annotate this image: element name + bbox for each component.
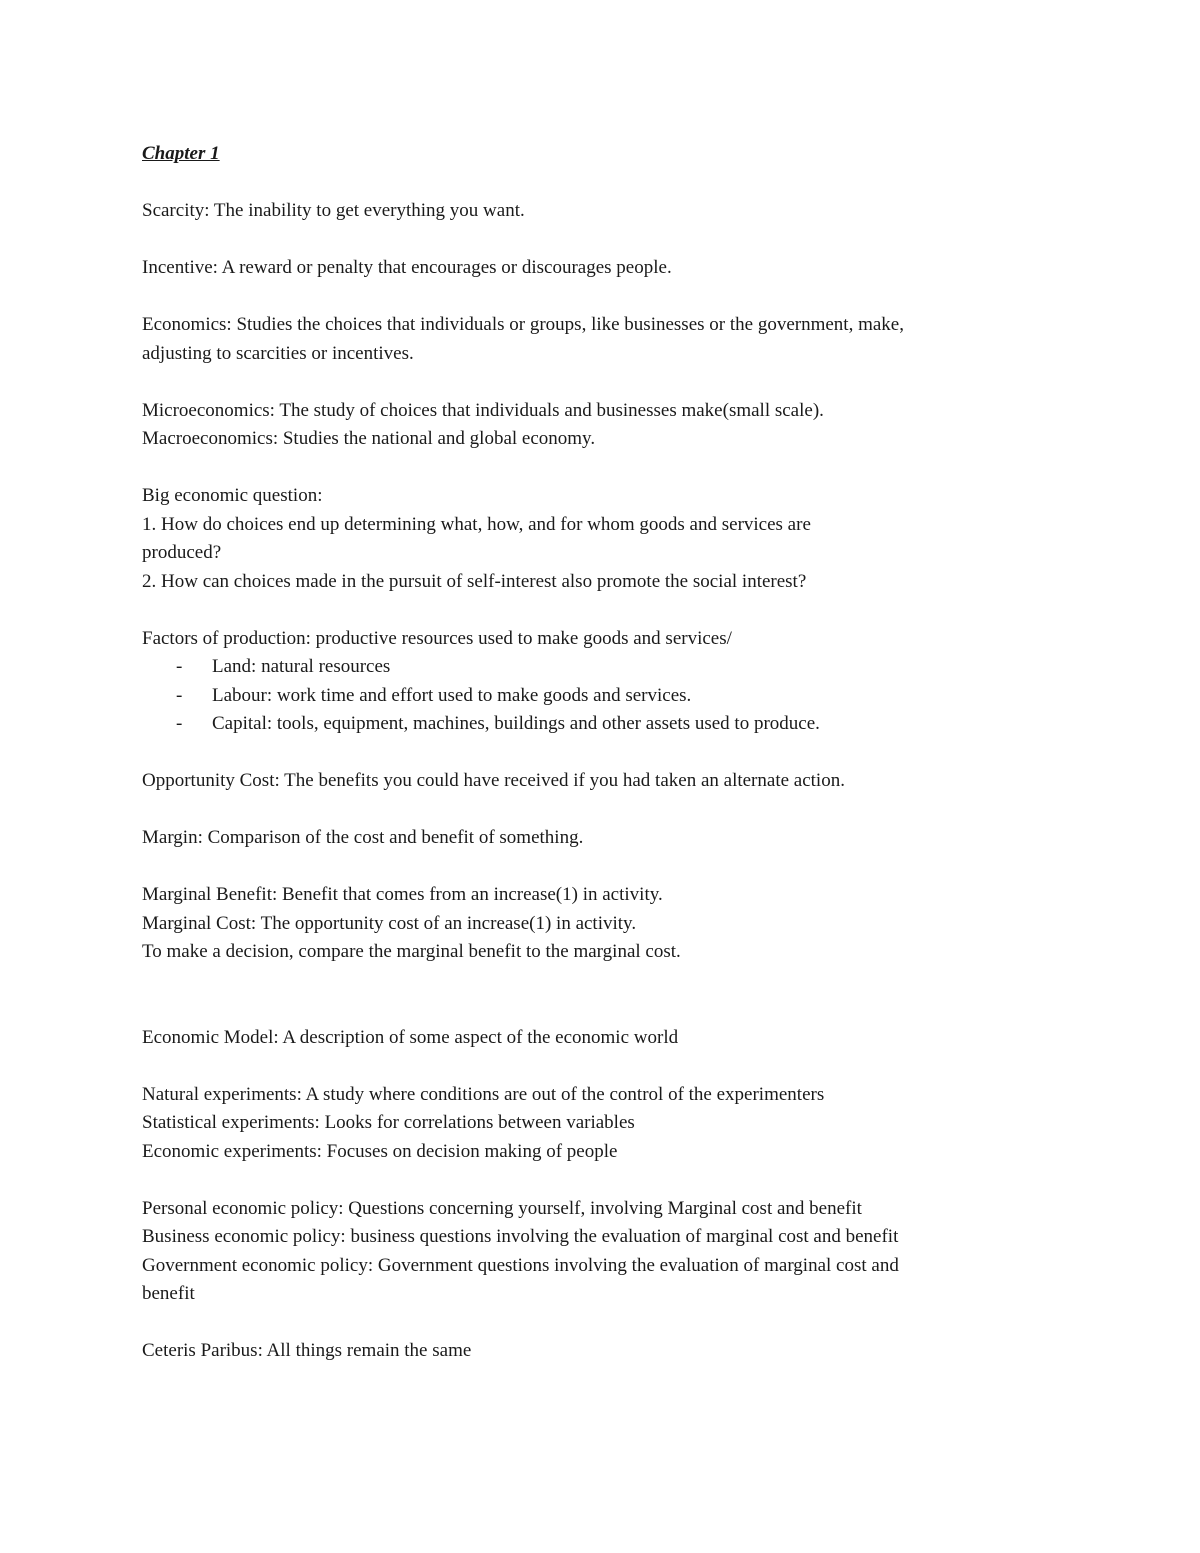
list-item [142,653,1022,682]
question-1-line-1: 1. How do choices end up determining what, how, and for whom goods and services are [142,513,811,535]
spacer [142,853,1022,882]
definition-government-policy-line-1: Government economic policy: Government questions involving the evaluation of marginal cost and [142,1254,899,1276]
definition-ceteris-paribus: Ceteris Paribus: All things remain the same [142,1340,472,1361]
definition-marginal-cost: Marginal Cost: The opportunity cost of an increase(1) in activity. [142,912,637,934]
definition-economic-model: Economic Model: A description of some aspect of the economic world [142,1026,679,1048]
spacer [142,1309,1022,1338]
list-item-text: Land: natural resources [212,656,391,677]
question-2: 2. How can choices made in the pursuit of self-interest also promote the social interest? [142,570,807,592]
definition-personal-policy: Personal economic policy: Questions concerning yourself, involving Marginal cost and benefit [142,1197,862,1219]
definition-margin: Margin: Comparison of the cost and benefit of something. [142,827,584,848]
definition-economic-experiments: Economic experiments: Focuses on decision making of people [142,1140,618,1162]
list-item [142,682,1022,711]
factors-list [142,653,1022,739]
definition-government-policy-line-2: benefit [142,1283,195,1304]
factors-heading: Factors of production: productive resources used to make goods and services/ [142,627,732,649]
definition-microeconomics: Microeconomics: The study of choices that individuals and businesses make(small scale). [142,399,824,421]
spacer [142,368,1022,397]
document-body [142,140,1022,1366]
spacer [142,739,1022,768]
list-item-text: Labour: work time and effort used to make goods and services. [212,684,692,706]
spacer [142,596,1022,625]
spacer [142,169,1022,198]
question-1-line-2: produced? [142,542,222,563]
definition-incentive: Incentive: A reward or penalty that encourages or discourages people. [142,257,672,278]
definition-opportunity-cost: Opportunity Cost: The benefits you could have received if you had taken an alternate action. [142,770,845,791]
definition-statistical-experiments: Statistical experiments: Looks for correlations between variables [142,1112,635,1133]
list-item-text: Capital: tools, equipment, machines, buildings and other assets used to produce. [212,713,820,734]
definition-economics-line-2: adjusting to scarcities or incentives. [142,342,414,364]
spacer [142,226,1022,255]
bullet-dash: - [176,713,183,734]
definition-business-policy: Business economic policy: business questions involving the evaluation of marginal cost and benefit [142,1226,899,1247]
bullet-dash: - [176,656,183,677]
decision-rule: To make a decision, compare the marginal benefit to the marginal cost. [142,941,681,962]
bullet-dash: - [176,684,183,706]
chapter-title: Chapter 1 [142,143,220,164]
list-item [142,710,1022,739]
spacer [142,454,1022,483]
definition-marginal-benefit: Marginal Benefit: Benefit that comes from an increase(1) in activity. [142,884,663,905]
spacer [142,1166,1022,1195]
definition-scarcity: Scarcity: The inability to get everything you want. [142,200,525,221]
big-question-heading: Big economic question: [142,485,323,506]
definition-natural-experiments: Natural experiments: A study where conditions are out of the control of the experimenters [142,1083,825,1105]
definition-economics-line-1: Economics: Studies the choices that individuals or groups, like businesses or the government, make, [142,314,904,335]
spacer [142,283,1022,312]
spacer [142,796,1022,825]
spacer [142,1052,1022,1081]
spacer [142,967,1022,1024]
definition-macroeconomics: Macroeconomics: Studies the national and global economy. [142,428,596,449]
